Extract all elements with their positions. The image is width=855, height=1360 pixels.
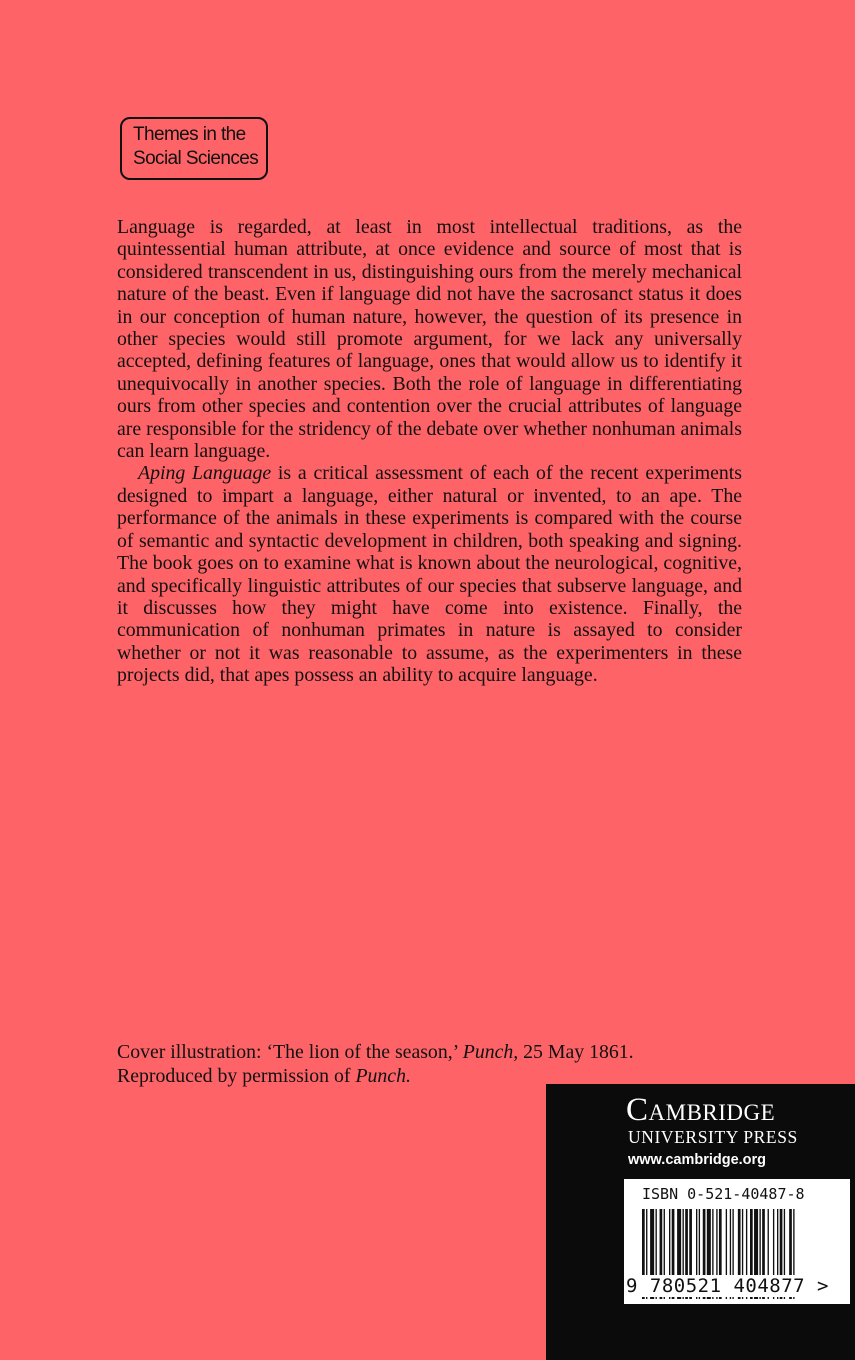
credit-line-1-suffix: 25 May 1861. — [518, 1041, 634, 1063]
publisher-name: Cambridge — [626, 1092, 776, 1128]
isbn-label: ISBN 0-521-40487-8 — [642, 1185, 805, 1203]
blurb-paragraph-2-text: is a critical assessment of each of the recent experiments designed to impart a language, either natural or invented, to an ape. The performance of the animals in these experiments is compared with the course of semantic and syntactic development in children, both speaking and signing. The book goes on to examine what is known about the neurological, cognitive, and specifically linguistic attributes of our species that subserve language, and it discusses how they might have come into existence. Finally, the communication of nonhuman primates in nature is assayed to consider whether or not it was reasonable to assume, as the experimenters in these projects did, that apes possess an ability to acquire language. — [117, 462, 742, 687]
barcode-panel — [624, 1179, 850, 1304]
publisher-subname: UNIVERSITY PRESS — [628, 1127, 798, 1147]
book-title: Aping Language — [138, 462, 272, 485]
publisher-url: www.cambridge.org — [628, 1152, 767, 1168]
credit-line-1 — [117, 1040, 797, 1064]
publisher-block — [546, 1084, 855, 1360]
series-badge — [120, 117, 268, 180]
blurb — [117, 216, 742, 687]
barcode-digits: 9 780521 404877 > — [626, 1275, 829, 1297]
credit-line-2-prefix: Reproduced by permission of — [117, 1065, 356, 1087]
series-badge-line2: Social Sciences — [133, 148, 259, 169]
credit-line-2-italic: Punch. — [355, 1065, 411, 1087]
cover-credit — [117, 1040, 797, 1088]
blurb-paragraph-1: Language is regarded, at least in most intellectual traditions, as the quintessential human attribute, at once evidence and source of most that is considered transcendent in us, distinguishing ours from the merely mechanical nature of the beast. Even if language did not have the sacrosanct status it does in our conception of human nature, however, the question of its presence in other species would still promote argument, for we lack any universally accepted, defining features of language, ones that would allow us to identify it unequivocally in another species. Both the role of language in differentiating ours from other species and contention over the crucial attributes of language are responsible for the stridency of the debate over whether nonhuman animals can learn language. — [117, 216, 742, 463]
credit-line-1-prefix: Cover illustration: ‘The lion of the season,’ — [117, 1041, 463, 1063]
blurb-paragraph-2 — [117, 462, 742, 686]
credit-line-1-italic: Punch, — [462, 1041, 519, 1063]
series-badge-line1: Themes in the — [133, 124, 246, 145]
